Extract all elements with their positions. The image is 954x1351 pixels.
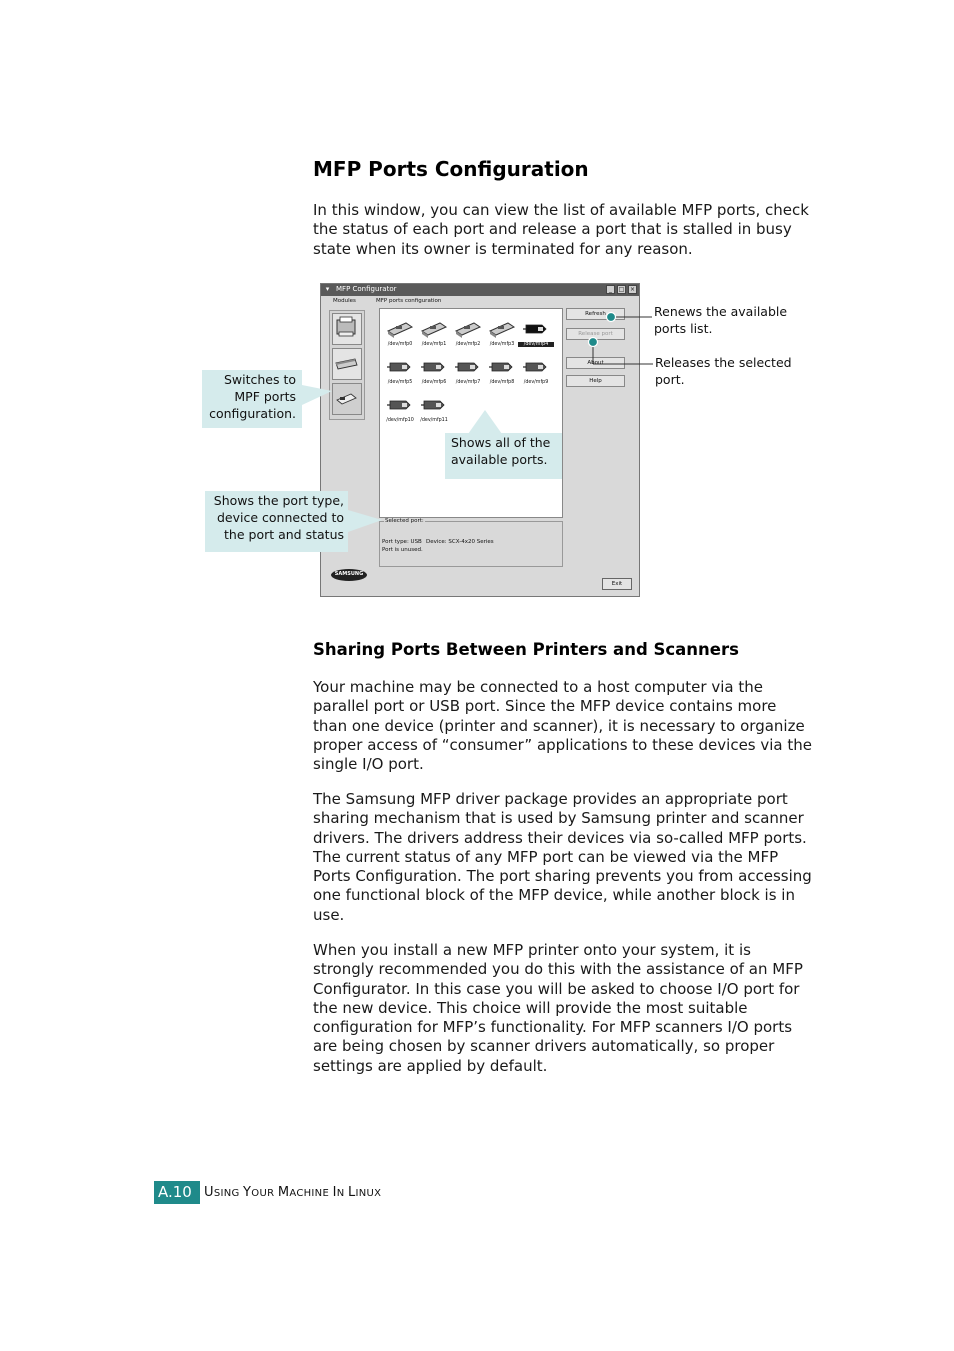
page-number-tab [154,1181,200,1204]
port-item[interactable] [416,391,450,426]
callout-shows-type: Shows the port type, device connected to the port and status [205,491,348,552]
port-item[interactable] [484,353,518,388]
page-title: MFP Ports Configuration [313,157,589,181]
modules-panel [329,310,365,420]
parallel-port-icon [454,317,482,341]
port-label: /dev/mfp5 [387,380,413,385]
window-menu-icon[interactable]: ▾ [325,285,330,293]
note-renews: Renews the available ports list. [654,304,788,336]
paragraph-4: When you install a new MFP printer onto your system, it is strongly recommended you do this with the assistance of an MFP Configurator. In this case you will be asked to choose I/O port for the new device. This choice will provide the most suitable configuration for MFP’s functionality. For MFP scanners I/O ports are being chosen by scanner drivers automatically, so proper settings are applied by default. [313,941,803,1075]
port-label: /dev/mfp10 [386,418,414,423]
close-icon[interactable]: × [629,286,636,293]
help-button[interactable]: Help [566,375,625,387]
printer-module-button[interactable] [332,313,362,345]
usb-port-icon [386,355,414,379]
port-label: /dev/mfp7 [455,380,481,385]
samsung-logo: SAMSUNG [331,569,367,581]
port-status: Port is unused. [382,547,423,553]
page-number: A.10 [158,1183,192,1201]
parallel-port-icon [488,317,516,341]
parallel-port-icon [420,317,448,341]
port-item[interactable] [382,353,416,388]
window-title: MFP Configurator [336,285,397,293]
mfp-port-icon [333,384,359,412]
selected-port-label: Selected port: [385,518,424,524]
port-item[interactable] [416,315,450,350]
callout-switches: Switches to MPF ports configuration. [202,370,302,428]
printer-icon [333,314,359,342]
usb-port-icon [522,355,550,379]
port-item[interactable] [518,315,552,350]
port-item[interactable] [416,353,450,388]
modules-label: Modules [333,298,356,304]
port-label: /dev/mfp4 [518,342,554,347]
window-titlebar [321,284,639,296]
parallel-port-icon [386,317,414,341]
section-heading: Sharing Ports Between Printers and Scanners [313,640,739,659]
scanner-icon [333,349,359,377]
port-label: /dev/mfp9 [523,380,549,385]
port-label: /dev/mfp6 [421,380,447,385]
callout-shows-type-arrow [348,510,382,534]
port-label: /dev/mfp11 [420,418,448,423]
mfp-ports-module-button[interactable] [332,383,362,415]
paragraph-3: The Samsung MFP driver package provides an appropriate port sharing mechanism that is used by Samsung printer and scanner drivers. The drivers address their devices via so-called MFP ports. The current status of any MFP port can be viewed via the MFP Ports Configuration. The port sharing prevents you from accessing one functional block of the MFP device, while another block is in use. [313,790,812,924]
port-item[interactable] [484,315,518,350]
port-item[interactable] [382,391,416,426]
callout-shows-ports-arrow [468,410,502,434]
about-button[interactable]: About [566,357,625,369]
refresh-button[interactable]: Refresh [566,308,625,320]
leader-lines [585,308,655,368]
usb-port-icon [454,355,482,379]
paragraph-2: Your machine may be connected to a host computer via the parallel port or USB port. Since the MFP device contains more than one device (printer and scanner), it is necessary to organize proper access of “consumer” applications to these devices via the single I/O port. [313,678,813,774]
usb-port-icon [386,393,414,417]
callout-switches-arrow [302,385,334,405]
port-label: /dev/mfp0 [387,342,413,347]
port-label: /dev/mfp8 [489,380,515,385]
port-item[interactable] [450,353,484,388]
ports-config-label: MFP ports configuration [376,298,442,304]
intro-paragraph: In this window, you can view the list of available MFP ports, check the status of each port and release a port that is stalled in busy state when its owner is terminated for any reason. [313,201,809,258]
release-port-button[interactable]: Release port [566,328,625,340]
port-label: /dev/mfp2 [455,342,481,347]
port-item[interactable] [450,315,484,350]
port-label: /dev/mfp3 [489,342,515,347]
exit-button[interactable]: Exit [602,578,632,590]
scanner-module-button[interactable] [332,348,362,380]
device-name: Device: SCX-4x20 Series [426,539,494,545]
footer-chapter-title: USING YOUR MACHINE IN LINUX [204,1185,382,1200]
note-releases: Releases the selected port. [655,355,792,387]
usb-port-icon [420,393,448,417]
port-label: /dev/mfp1 [421,342,447,347]
usb-port-icon [488,355,516,379]
usb-port-icon [420,355,448,379]
port-item[interactable] [382,315,416,350]
usb-port-icon [522,317,550,341]
minimize-icon[interactable]: _ [606,285,615,294]
maximize-icon[interactable]: □ [618,286,625,293]
port-type: Port type: USB [382,539,422,545]
callout-shows-ports: Shows all of the available ports. [445,433,562,479]
port-item[interactable] [518,353,552,388]
selected-port-group [379,518,563,567]
